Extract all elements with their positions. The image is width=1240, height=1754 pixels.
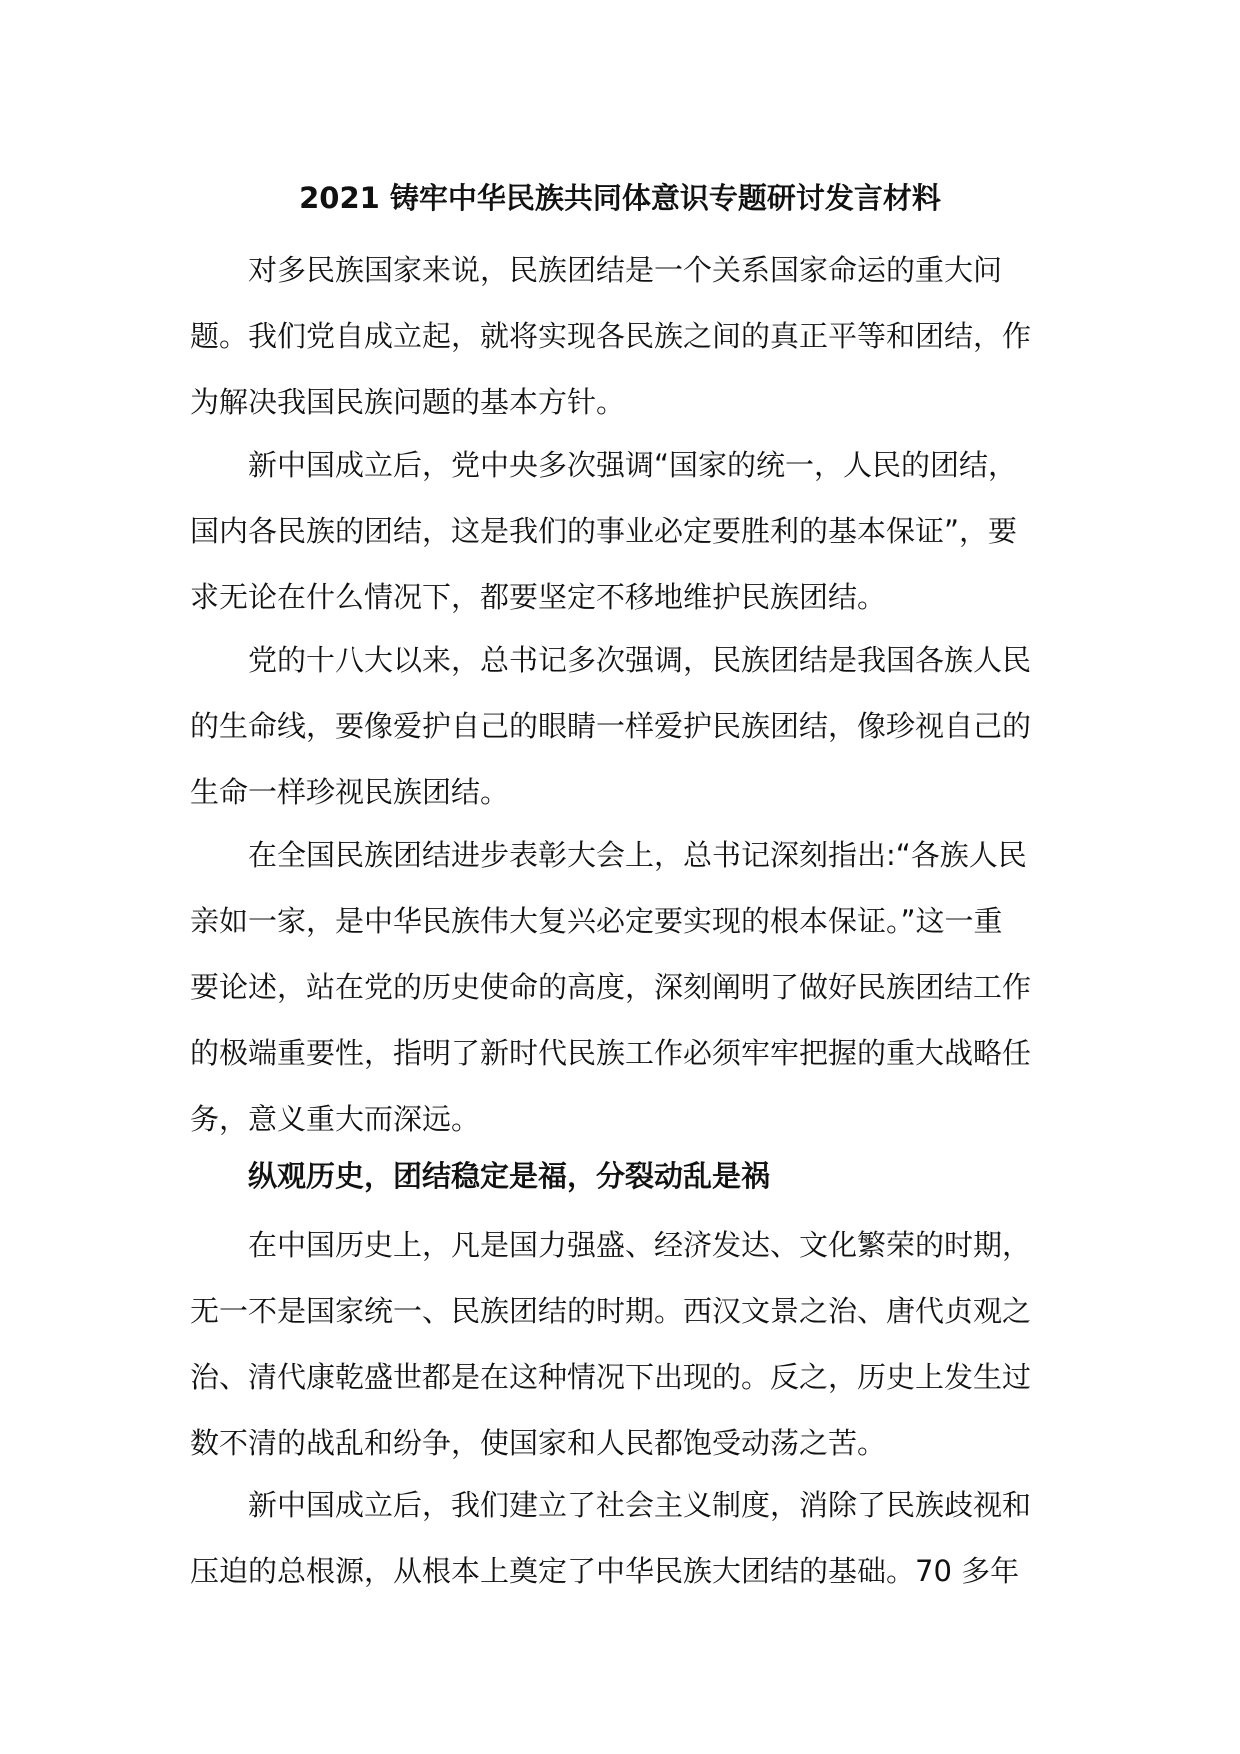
paragraph-1 — [190, 237, 1050, 435]
paragraph-line: 压迫的总根源，从根本上奠定了中华民族大团结的基础。70 多年 — [190, 1554, 1020, 1588]
paragraph-line: 在全国民族团结进步表彰大会上，总书记深刻指出:“各族人民 — [248, 838, 1027, 872]
paragraph-line: 要论述，站在党的历史使命的高度，深刻阐明了做好民族团结工作 — [190, 970, 1032, 1004]
paragraph-line: 国内各民族的团结，这是我们的事业必定要胜利的基本保证”，要 — [190, 514, 1018, 548]
paragraph-line: 数不清的战乱和纷争，使国家和人民都饱受动荡之苦。 — [190, 1426, 887, 1460]
document-title: 2021 铸牢中华民族共同体意识专题研讨发言材料 — [299, 181, 941, 215]
section-heading: 纵观历史，团结稳定是福，分裂动乱是祸 — [248, 1159, 771, 1193]
paragraph-line: 党的十八大以来，总书记多次强调，民族团结是我国各族人民 — [248, 643, 1032, 677]
paragraph-line: 为解决我国民族问题的基本方针。 — [190, 385, 626, 419]
paragraph-line: 在中国历史上，凡是国力强盛、经济发达、文化繁荣的时期， — [248, 1228, 1032, 1262]
paragraph-4 — [190, 822, 1050, 1152]
paragraph-6 — [190, 1472, 1050, 1604]
paragraph-line: 对多民族国家来说，民族团结是一个关系国家命运的重大问 — [248, 253, 1003, 287]
paragraph-line: 务，意义重大而深远。 — [190, 1102, 481, 1136]
paragraph-line: 求无论在什么情况下，都要坚定不移地维护民族团结。 — [190, 580, 887, 614]
paragraph-line: 题。我们党自成立起，就将实现各民族之间的真正平等和团结，作 — [190, 319, 1032, 353]
paragraph-line: 亲如一家，是中华民族伟大复兴必定要实现的根本保证。”这一重 — [190, 904, 1003, 938]
paragraph-2 — [190, 432, 1050, 630]
paragraph-3 — [190, 627, 1050, 825]
paragraph-line: 新中国成立后，党中央多次强调“国家的统一，人民的团结， — [248, 448, 1018, 482]
paragraph-line: 无一不是国家统一、民族团结的时期。西汉文景之治、唐代贞观之 — [190, 1294, 1032, 1328]
paragraph-line: 的极端重要性，指明了新时代民族工作必须牢牢把握的重大战略任 — [190, 1036, 1032, 1070]
paragraph-line: 新中国成立后，我们建立了社会主义制度，消除了民族歧视和 — [248, 1488, 1032, 1522]
paragraph-line: 治、清代康乾盛世都是在这种情况下出现的。反之，历史上发生过 — [190, 1360, 1032, 1394]
paragraph-5 — [190, 1212, 1050, 1476]
paragraph-line: 生命一样珍视民族团结。 — [190, 775, 510, 809]
paragraph-line: 的生命线，要像爱护自己的眼睛一样爱护民族团结，像珍视自己的 — [190, 709, 1032, 743]
